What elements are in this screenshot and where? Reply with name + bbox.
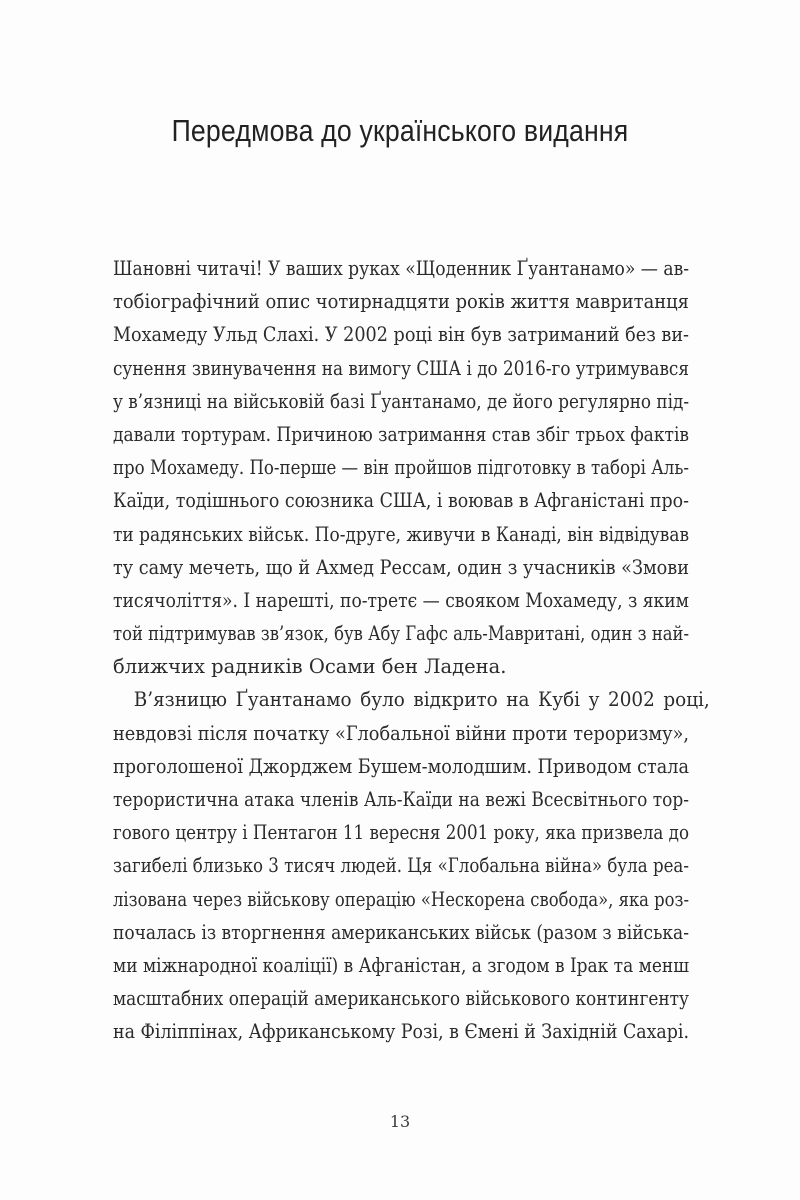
text-line: Каїди, тодішнього союзника США, і воював в Афганістані про- [113,489,689,513]
body-text [113,252,710,1049]
text-line: той підтримував зв’язок, був Абу Гафс аль-Мавритані, один з най- [113,622,690,646]
text-line: тобіографічний опис чотирнадцяти років життя мавританця [113,290,689,314]
text-line: терористична атака членів Аль-Каїди на вежі Всесвітнього тор- [113,788,690,811]
text-line: невдовзі після початку «Глобальної війни проти тероризму», [113,721,690,745]
text-line: давали тортурам. Причиною затримання став збіг трьох фактів [113,422,690,446]
text-line: на Філіппінах, Африканському Розі, в Ємені й Західній Сахарі. [113,1020,690,1044]
text-line: Шановні читачі! У ваших руках «Щоденник Ґуантанамо» — ав- [113,257,690,280]
text-line: лізована через військову операцію «Нескорена свобода», яка роз- [113,887,690,911]
text-line: Мохамеду Ульд Слахі. У 2002 році він був затриманий без ви- [113,323,690,347]
paragraph-2 [113,683,710,1048]
text-line: гового центру і Пентагон 11 вересня 2001 року, яка призвела до [113,821,690,845]
text-line: почалась із вторгнення американських військ (разом з військa- [113,920,690,944]
text-line: сунення звинувачення на вимогу США і до 2016-го утримувався [113,356,689,380]
page-title: Передмова до українського видання [171,113,629,148]
text-line: В’язницю Ґуантанамо було відкрито на Кубі у 2002 році, [133,688,710,712]
text-line: про Мохамеду. По-перше — він пройшов підготовку в таборі Аль- [113,456,689,480]
text-line: у в’язниці на військовій базі Ґуантанамо, де його регулярно під- [113,389,690,413]
text-line: ту саму мечеть, що й Ахмед Рессам, один з учасників «Змови [113,555,689,579]
text-line: ближчих радників Осами бен Ладена. [113,655,507,679]
text-line: проголошеної Джорджем Бушем-молодшим. Приводом стала [113,754,689,778]
text-line: ти радянських військ. По-друге, живучи в Канаді, він відвідував [113,522,690,546]
text-line: тисячоліття». І нарешті, по-третє — свояком Мохамеду, з яким [113,588,689,612]
text-line: ми міжнародної коаліції) в Афганістан, а згодом в Ірак та менш [113,953,690,977]
text-line: масштабних операцій американського військового контингенту [113,987,690,1011]
text-line: загибелі близько 3 тисяч людей. Ця «Глобальна війна» була реа- [113,854,689,878]
paragraph-1 [113,252,689,683]
page-number: 13 [389,1112,411,1131]
